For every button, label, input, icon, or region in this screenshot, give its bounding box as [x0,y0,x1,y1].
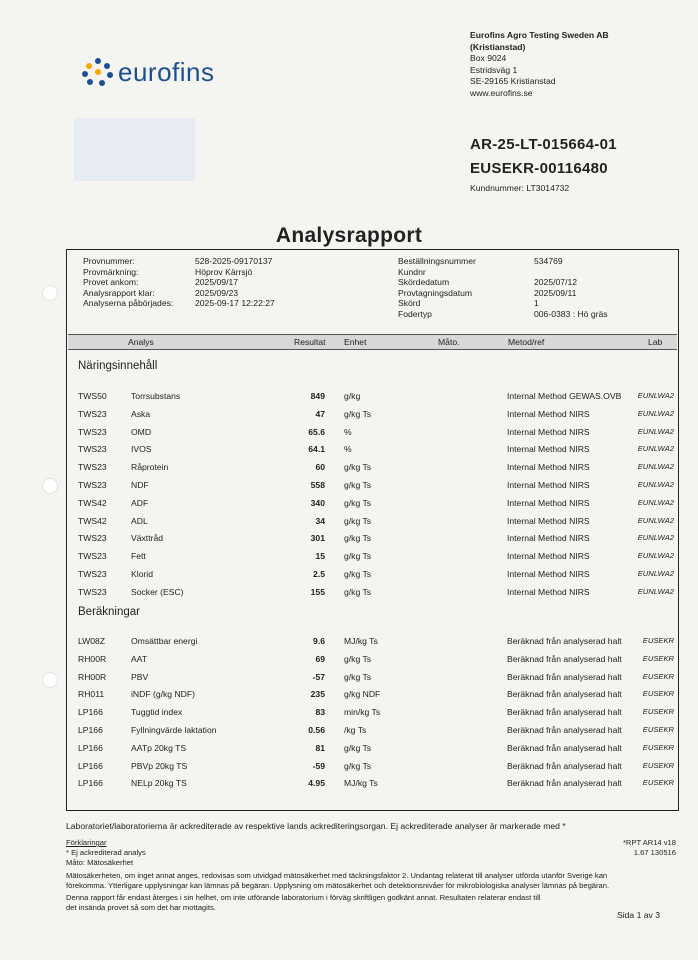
table-row [0,722,698,740]
row-method: Internal Method NIRS [507,444,590,455]
meta-label: Kundnr [398,266,426,277]
table-row [0,740,698,758]
row-name: IVOS [131,444,152,455]
row-method: Beräknad från analyserad halt [507,707,622,718]
row-code: LW08Z [78,636,106,646]
col-resultat: Resultat [294,337,326,347]
meta-label: Provet ankom: [83,277,139,287]
row-method: Internal Method GEWAS.OVB [507,391,622,401]
eurofins-logo-icon [82,56,114,88]
footer-text-line: förekomma. Ytterligare upplysningar kan lämnas på begäran. Upplysning om mätosäkerhet och detektionsnivåer för mikrobiologiska analyser lämnas på begäran. [66,881,610,890]
row-method: Internal Method NIRS [507,480,590,490]
row-lab: EUNLWA2 [637,497,674,507]
meta-label: Provtagningsdatum [398,287,473,298]
row-lab: EUNLWA2 [637,408,674,418]
footer-text-line: det insända provet så som det har mottagits. [66,903,216,912]
row-unit: g/kg Ts [344,742,372,753]
row-unit: g/kg Ts [344,533,372,544]
legend-title: Förklaringar [66,838,107,847]
section-title: Näringsinnehåll [78,360,158,372]
row-name: Råprotein [131,462,169,473]
row-name: PBV [131,671,149,682]
meta-row [398,267,608,278]
row-result: 69 [315,653,325,664]
meta-row [83,277,275,288]
col-analys: Analys [128,337,154,347]
meta-row [398,277,608,288]
row-unit: % [344,444,352,455]
table-row [0,669,698,687]
table-row [0,495,698,513]
customer-number: Kundnummer: LT3014732 [470,183,570,193]
row-method: Beräknad från analyserad halt [507,760,622,771]
meta-value: 2025/09/17 [195,277,239,287]
row-name: ADF [131,497,149,508]
row-lab: EUSEKR [642,742,674,752]
col-mato: Måto. [438,337,460,347]
row-unit: g/kg Ts [344,515,372,526]
meta-right [398,256,608,319]
row-method: Beräknad från analyserad halt [507,742,622,753]
row-method: Beräknad från analyserad halt [507,725,622,735]
meta-row [83,256,275,267]
meta-value: 534769 [534,256,563,266]
row-result: -59 [312,760,325,771]
meta-row [398,309,608,320]
row-unit: g/kg Ts [344,480,372,490]
footer-text [66,871,678,913]
meta-label: Skörd [398,298,421,308]
meta-value: 1 [534,298,539,308]
company-box: Box 9024 [470,53,507,64]
meta-label: Provmärkning: [83,266,139,277]
row-method: Internal Method NIRS [507,586,590,597]
row-lab: EUNLWA2 [637,462,674,472]
punch-hole [42,285,58,301]
company-division: (Kristianstad) [470,41,526,52]
row-unit: g/kg Ts [344,569,372,579]
row-code: LP166 [78,725,103,735]
row-lab: EUNLWA2 [637,480,674,489]
row-code: TWS23 [78,569,107,579]
row-result: -57 [312,671,325,682]
page-number: Sida 1 av 3 [617,910,660,920]
row-lab: EUSEKR [642,707,674,717]
row-name: OMD [131,426,152,437]
row-unit: min/kg Ts [344,707,381,718]
row-method: Beräknad från analyserad halt [507,671,622,682]
row-unit: g/kg Ts [344,408,372,419]
meta-left [83,256,275,309]
row-method: Beräknad från analyserad halt [507,636,622,646]
report-title: Analysrapport [275,224,423,247]
col-lab: Lab [648,337,663,347]
row-unit: g/kg Ts [344,462,372,473]
rpt-version: 1.67 130516 [633,848,676,857]
row-lab: EUNLWA2 [637,391,674,400]
row-result: 65.6 [308,426,325,437]
meta-label: Skördedatum [398,277,450,287]
row-lab: EUSEKR [642,636,674,645]
table-row [0,477,698,495]
logo-text: eurofins [118,56,215,87]
company-web: www.eurofins.se [470,87,533,98]
table-row [0,388,698,406]
row-method: Internal Method NIRS [507,569,590,579]
row-lab: EUSEKR [642,760,674,770]
row-code: RH011 [78,689,105,700]
row-name: Torrsubstans [131,391,181,401]
row-result: 15 [315,551,325,562]
rpt-code-block [600,838,676,858]
meta-value: 2025/09/23 [195,287,239,298]
row-code: TWS23 [78,426,107,437]
row-code: LP166 [78,742,103,753]
table-row [0,686,698,704]
company-logo [82,56,215,88]
row-unit: g/kg Ts [344,653,372,664]
row-lab: EUNLWA2 [637,551,674,561]
ar-number: AR-25-LT-015664-01 [470,136,617,153]
row-lab: EUNLWA2 [637,569,674,578]
row-code: RH00R [78,653,107,664]
row-name: Fett [131,551,146,562]
table-row [0,459,698,477]
rpt-code: *RPT AR14 v18 [622,838,676,847]
section-title: Beräkningar [78,606,141,618]
row-method: Beräknad från analyserad halt [507,653,622,664]
row-code: TWS23 [78,408,107,419]
row-lab: EUSEKR [642,778,674,788]
row-code: TWS42 [78,497,107,508]
row-name: NELp 20kg TS [131,778,187,789]
table-row [0,530,698,548]
row-code: TWS50 [78,391,107,401]
row-result: 235 [310,689,325,700]
meta-row [83,298,275,309]
accreditation-note: Laboratoriet/laboratorierna är ackrediterade av respektive lands ackrediteringsorgan. Ej ackrediterade analyser är markerade med * [66,821,566,831]
row-method: Internal Method NIRS [507,408,590,419]
row-lab: EUNLWA2 [637,533,674,543]
row-code: TWS23 [78,444,107,455]
row-result: 155 [310,586,325,597]
row-code: RH00R [78,671,107,682]
row-code: TWS23 [78,551,107,562]
row-method: Beräknad från analyserad halt [507,778,622,789]
meta-row [398,288,608,299]
meta-label: Analysrapport klar: [83,287,155,298]
row-name: Tuggtid index [131,707,183,718]
company-name: Eurofins Agro Testing Sweden AB [470,30,609,40]
row-lab: EUSEKR [642,653,674,663]
row-method: Internal Method NIRS [507,515,590,526]
row-result: 47 [315,408,325,419]
company-city: SE-29165 Kristianstad [470,76,556,87]
row-code: LP166 [78,707,103,718]
row-lab: EUSEKR [642,725,674,734]
row-lab: EUSEKR [642,671,674,681]
meta-label: Beställningsnummer [398,256,476,266]
row-code: LP166 [78,760,103,771]
row-result: 9.6 [313,636,325,646]
row-code: TWS42 [78,515,107,526]
row-unit: g/kg Ts [344,586,372,597]
row-name: Omsättbar energi [131,636,198,646]
table-row [0,548,698,566]
table-row [0,513,698,531]
meta-value: 528-2025-09170137 [195,256,273,266]
company-street: Estridsväg 1 [470,64,518,75]
company-address [470,30,609,100]
meta-value: 006-0383 : Hö gräs [534,308,608,319]
footer-text-line: Mätosäkerheten, om inget annat anges, redovisas som utvidgad mätosäkerhet med täckningsfaktor 2. Undantag relaterat till analyser utförda utanför Sverige kan [66,871,608,880]
row-name: Klorid [131,569,153,579]
row-result: 60 [315,462,325,473]
eusekr-number: EUSEKR-00116480 [470,160,608,177]
meta-value: 2025-09-17 12:22:27 [195,298,275,308]
row-lab: EUNLWA2 [637,444,674,454]
meta-row [398,298,608,309]
row-name: AAT [131,653,148,664]
row-name: iNDF (g/kg NDF) [131,689,195,700]
row-name: Aska [131,408,151,419]
row-result: 83 [315,707,325,718]
row-unit: g/kg [344,391,361,401]
row-name: PBVp 20kg TS [131,760,188,771]
row-method: Internal Method NIRS [507,497,590,508]
table-row [0,775,698,793]
meta-label: Analyserna påbörjades: [83,298,174,308]
row-result: 64.1 [308,444,325,455]
footer-legend [66,838,146,868]
table-row [0,424,698,442]
table-row [0,566,698,584]
row-method: Internal Method NIRS [507,462,590,473]
meta-row [398,256,608,267]
row-lab: EUSEKR [642,689,674,699]
row-method: Beräknad från analyserad halt [507,689,622,700]
row-code: TWS23 [78,462,107,473]
meta-row [83,267,275,278]
legend-star: * Ej ackrediterad analys [66,848,146,857]
row-lab: EUNLWA2 [637,426,674,436]
table-row [0,584,698,602]
col-enhet: Enhet [344,337,367,347]
row-result: 849 [310,391,325,401]
table-row [0,441,698,459]
row-lab: EUNLWA2 [637,515,674,525]
row-name: NDF [131,480,149,490]
row-code: TWS23 [78,586,107,597]
row-result: 301 [310,533,325,544]
row-result: 558 [310,480,325,490]
row-unit: g/kg Ts [344,551,372,562]
table-row [0,651,698,669]
row-result: 0.56 [308,725,325,735]
row-result: 340 [310,497,325,508]
table-row [0,758,698,776]
meta-value: Höprov Kärrsjö [195,266,253,277]
row-code: TWS23 [78,533,107,544]
row-name: Fyllningvärde laktation [131,725,217,735]
report-ids [470,133,617,193]
row-method: Internal Method NIRS [507,426,590,437]
row-name: Växttråd [131,533,164,544]
table-header [68,334,677,350]
row-name: AATp 20kg TS [131,742,187,753]
table-row [0,406,698,424]
row-unit: g/kg Ts [344,497,372,508]
redacted-address [74,118,195,181]
row-unit: MJ/kg Ts [344,636,378,646]
row-code: TWS23 [78,480,107,490]
row-result: 81 [315,742,325,753]
row-unit: % [344,426,352,437]
col-metod: Metod/ref [508,337,545,347]
row-unit: /kg Ts [344,725,367,735]
meta-row [83,288,275,299]
table-row [0,704,698,722]
row-unit: g/kg NDF [344,689,381,700]
meta-label: Provnummer: [83,256,135,266]
meta-label: Fodertyp [398,308,432,319]
row-result: 34 [315,515,325,526]
row-result: 2.5 [313,569,325,579]
row-unit: g/kg Ts [344,671,372,682]
meta-value: 2025/09/11 [534,287,577,298]
row-method: Internal Method NIRS [507,551,590,562]
row-method: Internal Method NIRS [507,533,590,544]
row-name: ADL [131,515,148,526]
mato-note: Måto: Mätosäkerhet [66,858,134,867]
meta-value: 2025/07/12 [534,277,578,287]
row-code: LP166 [78,778,103,789]
row-name: Socker (ESC) [131,586,184,597]
footer-text-line: Denna rapport får endast återges i sin helhet, om inte utförande laboratorium i förväg skriftligen godkänt annat. Resultaten relaterar endast till [66,893,541,902]
row-unit: g/kg Ts [344,760,372,771]
row-result: 4.95 [308,778,325,789]
row-lab: EUNLWA2 [637,586,674,596]
table-row [0,633,698,651]
row-unit: MJ/kg Ts [344,778,378,789]
